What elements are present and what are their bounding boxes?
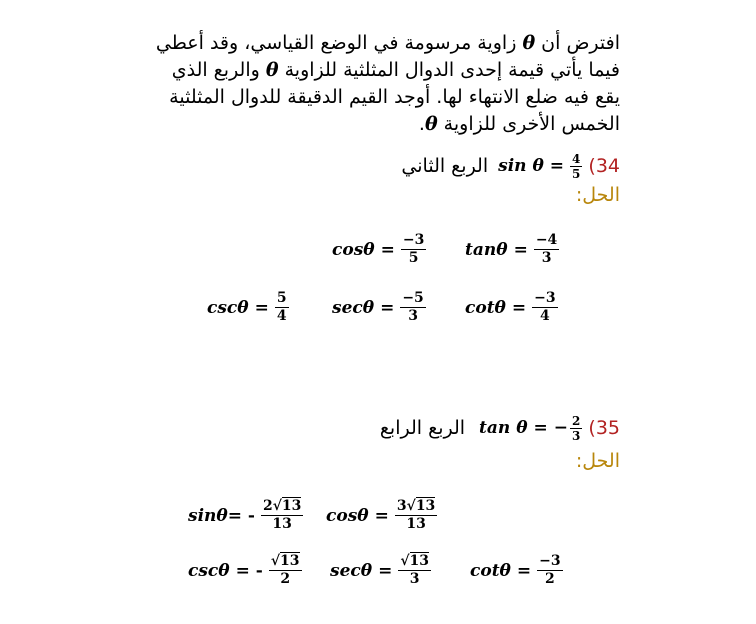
equals-sign: = bbox=[533, 418, 548, 438]
answer-sec: secθ = $\frac{√13}{3}$ bbox=[330, 553, 430, 587]
given-function: tan θ bbox=[479, 418, 528, 438]
problem-35-statement bbox=[380, 408, 620, 448]
given-value-fraction: $\frac{2}{3}$ bbox=[572, 413, 581, 443]
intro-line-4 bbox=[110, 111, 620, 138]
answer-tan: tanθ = $\frac{-4}{3}$ bbox=[465, 232, 558, 266]
quadrant-label: الربع الرابع bbox=[379, 417, 466, 439]
answer-csc: cscθ = $\frac{5}{4}$ bbox=[207, 290, 287, 324]
solution-label: الحل: bbox=[575, 184, 620, 206]
theta-symbol: θ bbox=[522, 32, 536, 54]
intro-text: . bbox=[418, 113, 425, 135]
intro-text: الخمس الأخرى للزاوية bbox=[443, 113, 620, 135]
intro-line-1 bbox=[110, 30, 620, 57]
answer-sec: secθ = $\frac{-5}{3}$ bbox=[332, 290, 424, 324]
answer-cos: cosθ = $\frac{-3}{5}$ bbox=[332, 232, 425, 266]
answer-cot: cotθ = $\frac{-3}{4}$ bbox=[465, 290, 556, 324]
intro-text: زاوية مرسومة في الوضع القياسي، وقد أعطي bbox=[155, 32, 517, 54]
solution-label: الحل: bbox=[575, 450, 620, 472]
intro-text: افترض أن bbox=[541, 32, 620, 54]
equals-sign: = bbox=[549, 156, 565, 176]
intro-text: فيما يأتي قيمة إحدى الدوال المثلثية للزاوية bbox=[284, 59, 620, 81]
answer-csc: cscθ = - $\frac{√13}{2}$ bbox=[188, 553, 300, 587]
intro-line-2 bbox=[110, 57, 620, 84]
problem-number: (35 bbox=[588, 417, 620, 439]
intro-text: والربع الذي bbox=[171, 59, 260, 81]
problem-34-statement bbox=[401, 146, 620, 186]
theta-symbol: θ bbox=[265, 59, 279, 81]
answer-cot: cotθ = $\frac{-3}{2}$ bbox=[470, 553, 561, 587]
answer-sin: sinθ = - $\frac{2√13}{13}$ bbox=[188, 498, 302, 532]
quadrant-label: الربع الثاني bbox=[401, 155, 489, 177]
theta-symbol: θ bbox=[424, 113, 438, 135]
intro-text: يقع فيه ضلع الانتهاء لها. أوجد القيم الدقيقة للدوال المثلثية bbox=[169, 86, 620, 108]
problem-instructions bbox=[110, 30, 620, 138]
minus-sign: − bbox=[553, 418, 569, 438]
intro-line-3 bbox=[110, 84, 620, 111]
problem-number: (34 bbox=[588, 155, 620, 177]
given-function: sin θ bbox=[498, 156, 544, 176]
answer-cos: cosθ = $\frac{3√13}{13}$ bbox=[326, 498, 436, 532]
given-value-fraction: $\frac{4}{5}$ bbox=[572, 151, 581, 181]
